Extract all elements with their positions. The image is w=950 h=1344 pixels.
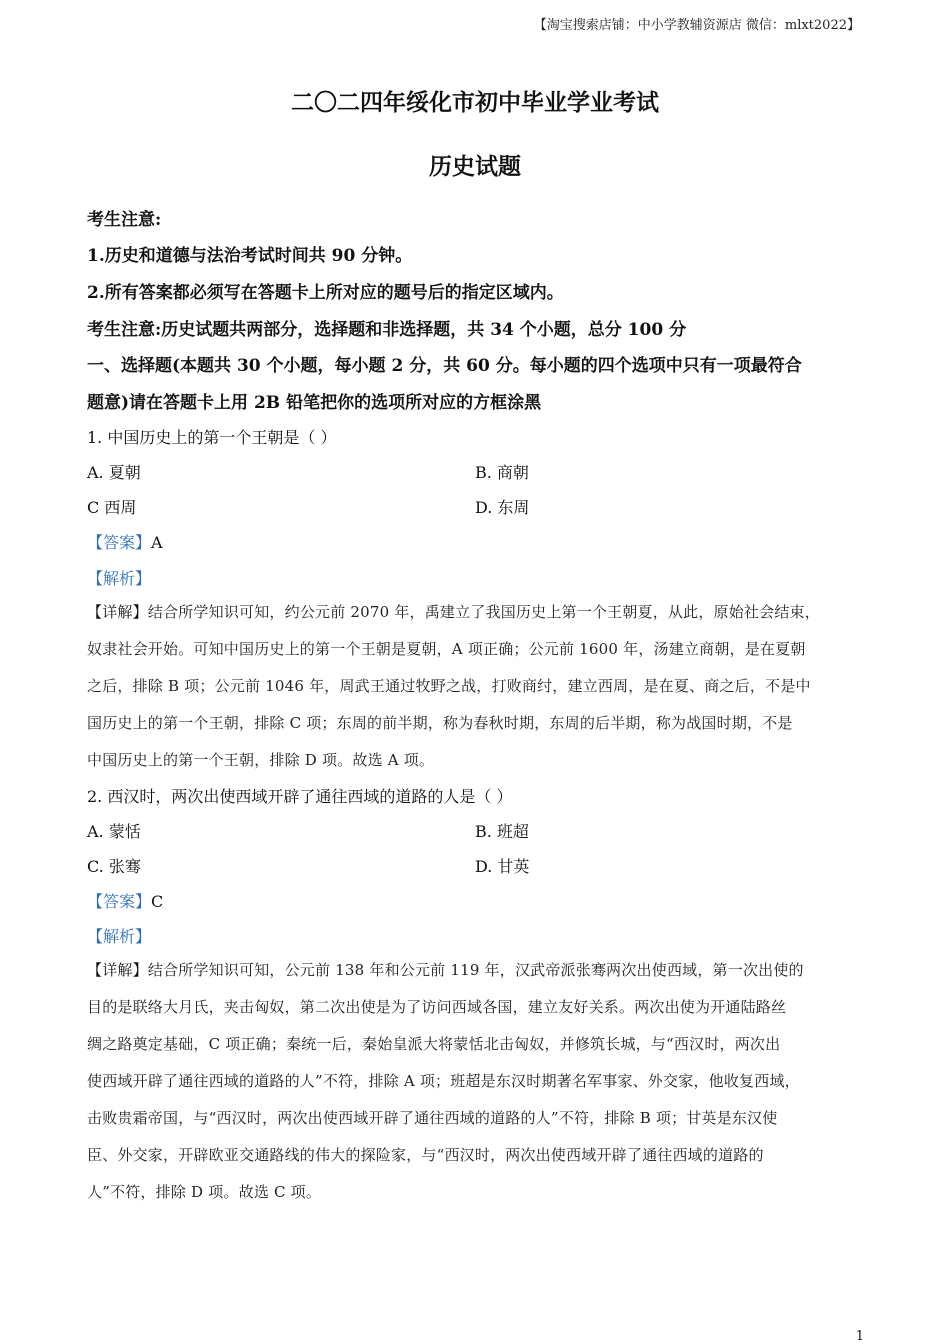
page-number: 1 [855,1329,864,1344]
question-1-detail-line: 之后，排除 B 项；公元前 1046 年，周武王通过牧野之战，打败商纣，建立西周，是在夏、商之后，不是中 [87,677,811,695]
question-1-answer [87,530,163,553]
question-1-analysis-label: 【解析】 [87,569,152,588]
question-2-detail-line: 人”不符，排除 D 项。故选 C 项。 [87,1183,322,1201]
question-2-detail-line: 绸之路奠定基础，C 项正确；秦统一后，秦始皇派大将蒙恬北击匈奴，并修筑长城，与“西汉时，两次出 [87,1035,781,1053]
question-2-option-a: A. 蒙恬 [87,822,141,841]
notice-line-2: 2.所有答案都必须写在答题卡上所对应的题号后的指定区域内。 [87,283,564,303]
detail-text: 结合所学知识可知，约公元前 2070 年，禹建立了我国历史上第一个王朝夏，从此，原始社会结束， [147,603,820,621]
question-1-detail-line: 中国历史上的第一个王朝，排除 D 项。故选 A 项。 [87,751,435,769]
notice-line-1: 1.历史和道德与法治考试时间共 90 分钟。 [87,246,413,266]
question-2-option-b: B. 班超 [475,822,529,841]
exam-title: 二〇二四年绥化市初中毕业学业考试 [291,89,659,116]
question-2-option-c: C. 张骞 [87,857,141,876]
question-2-detail-line [87,959,804,980]
question-2-detail-line: 使西域开辟了通往西域的道路的人”不符，排除 A 项；班超是东汉时期著名军事家、外交家，他收复西域， [87,1072,800,1090]
notice-heading: 考生注意: [87,210,162,230]
answer-label: 【答案】 [87,892,152,911]
question-2-analysis-label: 【解析】 [87,927,152,946]
section-instruction-1: 一、选择题(本题共 30 个小题，每小题 2 分，共 60 分。每小题的四个选项中只有一项最符合 [87,356,802,376]
detail-label: 【详解】 [87,961,148,979]
question-2-detail-line: 目的是联络大月氏，夹击匈奴，第二次出使是为了访问西域各国，建立友好关系。两次出使为开通陆路丝 [87,998,787,1016]
question-1-option-a: A. 夏朝 [87,463,141,482]
store-note: 【淘宝搜索店铺：中小学教辅资源店 微信：mlxt2022】 [533,18,860,33]
question-2-answer [87,889,163,912]
question-2-stem: 2. 西汉时，两次出使西域开辟了通往西域的道路的人是（ ） [87,787,513,806]
detail-label: 【详解】 [87,603,148,621]
question-1-option-d: D. 东周 [475,498,530,517]
question-1-detail-line [87,601,820,622]
section-instruction-2: 题意)请在答题卡上用 2B 铅笔把你的选项所对应的方框涂黑 [87,393,542,413]
question-2-detail-line: 击败贵霜帝国，与“西汉时，两次出使西域开辟了通往西域的道路的人”不符，排除 B 项；甘英是东汉使 [87,1109,778,1127]
answer-value: A [151,533,163,552]
exam-subtitle: 历史试题 [429,153,521,180]
question-1-option-c: C 西周 [87,498,137,517]
question-2-option-d: D. 甘英 [475,857,530,876]
answer-label: 【答案】 [87,533,152,552]
question-1-stem: 1. 中国历史上的第一个王朝是（ ） [87,428,337,447]
answer-value: C [151,892,164,911]
detail-text: 结合所学知识可知，公元前 138 年和公元前 119 年，汉武帝派张骞两次出使西域，第一次出使的 [147,961,804,979]
question-1-option-b: B. 商朝 [475,463,529,482]
question-1-detail-line: 国历史上的第一个王朝，排除 C 项；东周的前半期，称为春秋时期，东周的后半期，称为战国时期，不是 [87,714,793,732]
notice-line-3: 考生注意:历史试题共两部分，选择题和非选择题，共 34 个小题，总分 100 分 [87,320,687,340]
question-1-detail-line: 奴隶社会开始。可知中国历史上的第一个王朝是夏朝，A 项正确；公元前 1600 年，汤建立商朝，是在夏朝 [87,640,806,658]
question-2-detail-line: 臣、外交家，开辟欧亚交通路线的伟大的探险家，与“西汉时，两次出使西域开辟了通往西域的道路的 [87,1146,764,1164]
